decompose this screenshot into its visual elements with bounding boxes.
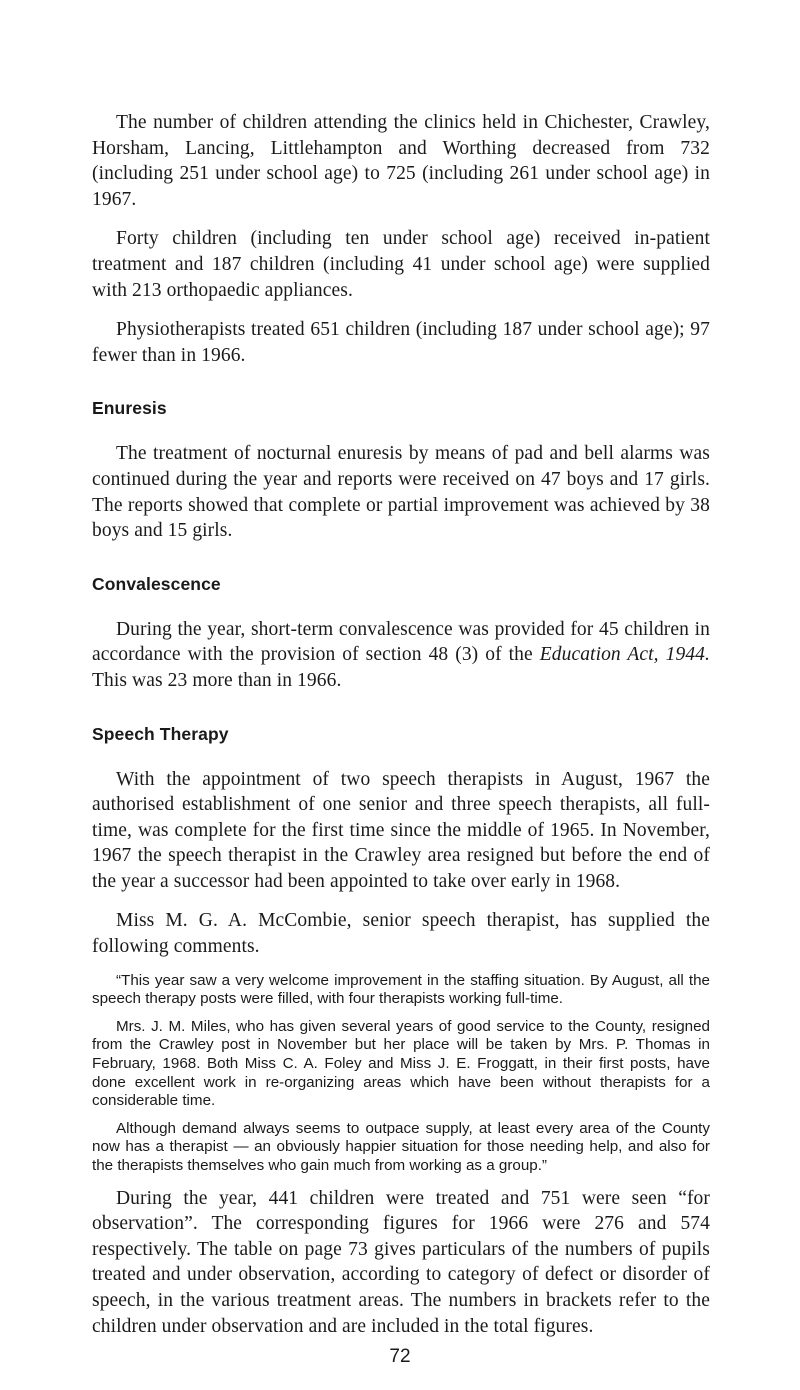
quote-paragraph-staffing: “This year saw a very welcome improvement in the staffing situation. By August, all the speech therapy posts were filled, with four therapists working full-time. bbox=[92, 971, 710, 1008]
convalescence-text-before: During the year, short-term convalescence was provided for 45 children in accordance with the provision of section 48 (3) of the bbox=[92, 618, 710, 666]
heading-enuresis: Enuresis bbox=[92, 398, 167, 419]
convalescence-text-after: This was 23 more than in 1966. bbox=[92, 669, 342, 691]
convalescence-act-title: Education Act, 1944. bbox=[539, 644, 710, 666]
intro-paragraph-physiotherapy: Physiotherapists treated 651 children (including 187 under school age); 97 fewer than in 1966. bbox=[92, 319, 710, 366]
convalescence-paragraph bbox=[92, 617, 710, 694]
heading-convalescence: Convalescence bbox=[92, 573, 221, 594]
intro-paragraph-clinics: The number of children attending the clinics held in Chichester, Crawley, Horsham, Lancing, Littlehampton and Worthing decreased from 732 (including 251 under school age) to 725 (including 261 under school age) in 1967. bbox=[92, 112, 710, 210]
speech-therapy-paragraph-appointments: With the appointment of two speech therapists in August, 1967 the authorised establishment of one senior and three speech therapists, all full-time, was complete for the first time since the middle of 1965. In November, 1967 the speech therapist in the Crawley area resigned but before the end of the year a successor had been appointed to take over early in 1968. bbox=[92, 768, 710, 892]
quote-paragraph-staff-changes: Mrs. J. M. Miles, who has given several years of good service to the County, resigned from the Crawley post in November but her place will be taken by Mrs. P. Thomas in February, 1968. Both Miss C. A. Foley and Miss J. E. Froggatt, in their first posts, have done excellent work in re-organizing areas which have been without therapists for a considerable time. bbox=[92, 1017, 710, 1110]
speech-therapy-paragraph-figures: During the year, 441 children were treated and 751 were seen “for observation”. The corresponding figures for 1966 were 276 and 574 respectively. The table on page 73 gives particulars of the numbers of pupils treated and under observation, according to category of defect or disorder of speech, in the various treatment areas. The numbers in brackets refer to the children under observation and are included in the total figures. bbox=[92, 1187, 710, 1337]
speech-therapy-paragraph-comments-intro: Miss M. G. A. McCombie, senior speech therapist, has supplied the following comments. bbox=[92, 910, 710, 958]
heading-speech-therapy: Speech Therapy bbox=[92, 723, 229, 744]
quoted-comments bbox=[92, 972, 710, 1176]
enuresis-paragraph: The treatment of nocturnal enuresis by means of pad and bell alarms was continued during the year and reports were received on 47 boys and 17 girls. The reports showed that complete or partial improvement was achieved by 38 boys and 15 girls. bbox=[92, 443, 710, 542]
page-number: 72 bbox=[389, 1346, 411, 1367]
intro-paragraph-inpatient: Forty children (including ten under school age) received in-patient treatment and 187 children (including 41 under school age) were supplied with 213 orthopaedic appliances. bbox=[92, 228, 710, 301]
quote-paragraph-demand: Although demand always seems to outpace supply, at least every area of the County now has a therapist — an obviously happier situation for those needing help, and also for the therapists themselves who gain much from working as a group.” bbox=[92, 1119, 710, 1174]
document-page bbox=[92, 110, 710, 1353]
